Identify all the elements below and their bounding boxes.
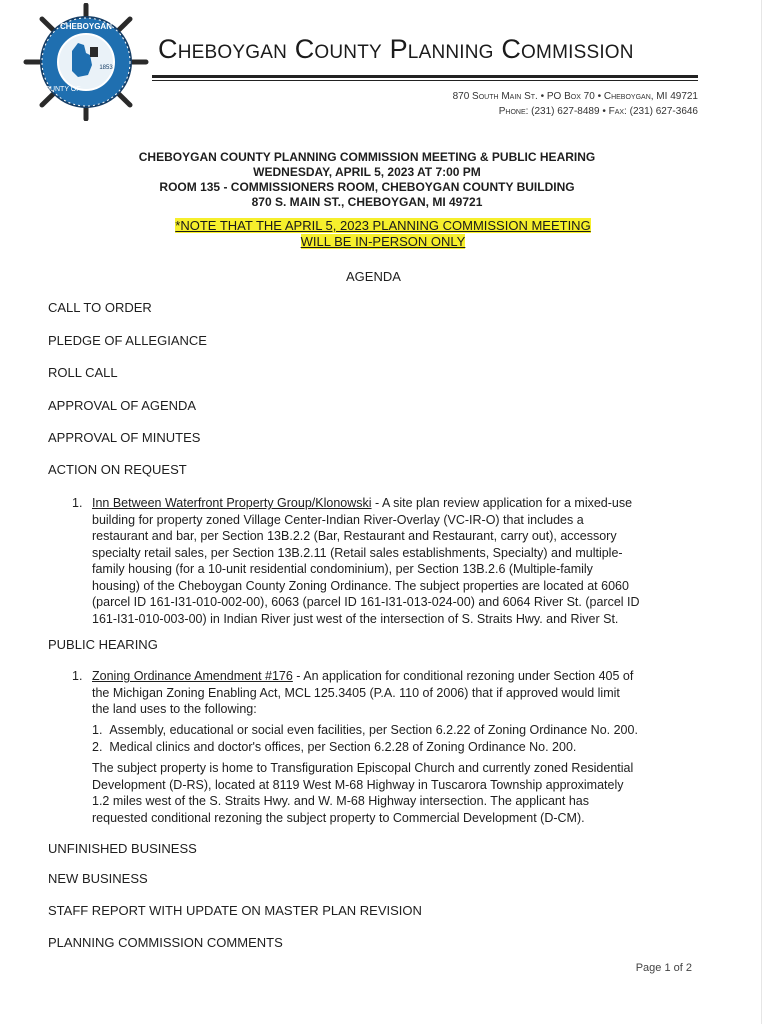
agenda-heading: AGENDA — [346, 269, 401, 284]
action-item-line-7: 161-I31-010-003-00) in Indian River just west of the intersection of S. Straits Hwy. and River St. — [92, 611, 619, 626]
section-approval-agenda: APPROVAL OF AGENDA — [48, 398, 197, 413]
section-call-to-order: CALL TO ORDER — [48, 300, 152, 315]
meeting-line-3: ROOM 135 - COMMISSIONERS ROOM, CHEBOYGAN COUNTY BUILDING — [159, 180, 575, 194]
phone-line: Phone: (231) 627-8489 • Fax: (231) 627-3646 — [498, 106, 698, 117]
address-line: 870 South Main St. • PO Box 70 • Cheboygan, MI 49721 — [452, 91, 698, 102]
use-list-item — [92, 722, 638, 739]
section-unfinished-business: UNFINISHED BUSINESS — [48, 841, 197, 856]
action-item-line-4: family housing (for a 10-unit residential condominium), per Section 13B.2.6 (Multiple-family — [92, 562, 593, 576]
use-number: 1. — [92, 723, 103, 737]
hearing-para-line-3: requested conditional rezoning the subject property to Commercial Development (D-CM). — [92, 810, 585, 825]
section-approval-minutes: APPROVAL OF MINUTES — [48, 430, 201, 445]
hearing-item-text — [92, 668, 702, 718]
seal-text-top: CHEBOYGAN — [59, 22, 113, 31]
seal-year: 1853 — [99, 65, 113, 71]
section-pledge: PLEDGE OF ALLEGIANCE — [48, 333, 207, 348]
letterhead-rule-thin — [152, 80, 698, 81]
section-action-on-request: ACTION ON REQUEST — [48, 462, 187, 477]
section-commission-comments: PLANNING COMMISSION COMMENTS — [48, 935, 283, 950]
page-edge — [761, 0, 762, 1024]
action-item-text — [92, 495, 702, 627]
letterhead-rule — [152, 75, 698, 78]
hearing-para-line-2: 1.2 miles west of the S. Straits Hwy. and W. M-68 Highway intersection. The applicant has — [92, 794, 589, 808]
section-public-hearing: PUBLIC HEARING — [48, 637, 158, 652]
hearing-para-line-1: Development (D-RS), located at 8119 West M-68 Highway in Tuscarora Township approximately — [92, 777, 624, 792]
letterhead-title: Cheboygan County Planning Commission — [158, 34, 634, 64]
use-number: 2. — [92, 740, 103, 754]
action-item-number: 1. — [72, 496, 83, 510]
meeting-line-4: 870 S. MAIN ST., CHEBOYGAN, MI 49721 — [251, 195, 483, 209]
use-text: Medical clinics and doctor's offices, per Section 6.2.28 of Zoning Ordinance No. 200. — [109, 740, 577, 754]
hearing-item-number: 1. — [72, 669, 83, 683]
hearing-paragraph — [92, 760, 702, 826]
action-item-line-3: specialty retail sales, per Section 13B.2.11 (Retail sales establishments, Specialty) and multiple- — [92, 545, 623, 560]
meeting-header — [0, 150, 770, 210]
action-item-title: Inn Between Waterfront Property Group/Klonowski — [92, 496, 372, 510]
section-roll-call: ROLL CALL — [48, 365, 118, 380]
meeting-line-2: WEDNESDAY, APRIL 5, 2023 AT 7:00 PM — [253, 165, 481, 179]
page-number: Page 1 of 2 — [635, 962, 692, 974]
use-text: Assembly, educational or social even facilities, per Section 6.2.22 of Zoning Ordinance No. 200. — [109, 723, 638, 737]
note-line-1: *NOTE THAT THE APRIL 5, 2023 PLANNING COMMISSION MEETING — [175, 218, 591, 233]
action-item-line-0: - A site plan review application for a mixed-use — [371, 496, 633, 510]
action-item-line-2: restaurant and bar, per Section 13B.2.2 (Bar, Restaurant and Restaurant, carry out), accessory — [92, 529, 617, 543]
seal-text-bottom: COUNTY OF — [39, 86, 81, 93]
hearing-para-line-0: The subject property is home to Transfiguration Episcopal Church and currently zoned Residential — [92, 761, 634, 775]
letterhead-contact — [453, 89, 698, 119]
hearing-item-line-1: the Michigan Zoning Enabling Act, MCL 125.3405 (P.A. 110 of 2006) that if approved would limit — [92, 685, 620, 700]
in-person-note — [0, 218, 770, 250]
hearing-item-title: Zoning Ordinance Amendment #176 — [92, 669, 293, 683]
hearing-item-line-0: - An application for conditional rezoning under Section 405 of — [292, 669, 634, 683]
county-seal-logo — [20, 3, 152, 121]
meeting-line-1: CHEBOYGAN COUNTY PLANNING COMMISSION MEETING & PUBLIC HEARING — [138, 150, 596, 164]
action-item-line-5: housing) of the Cheboygan County Zoning Ordinance. The subject properties are located at 6060 — [92, 578, 629, 593]
section-new-business: NEW BUSINESS — [48, 871, 148, 886]
note-line-2: WILL BE IN-PERSON ONLY — [300, 234, 466, 249]
action-item-line-6: (parcel ID 161-I31-010-002-00), 6063 (parcel ID 161-I31-013-024-00) and 6064 River St. (parcel ID — [92, 595, 640, 609]
action-item-line-1: building for property zoned Village Center-Indian River-Overlay (VC-IR-O) that includes a — [92, 512, 584, 527]
use-list-item — [92, 739, 576, 756]
hearing-item-line-2: the land uses to the following: — [92, 702, 257, 716]
section-staff-report: STAFF REPORT WITH UPDATE ON MASTER PLAN REVISION — [48, 903, 422, 918]
